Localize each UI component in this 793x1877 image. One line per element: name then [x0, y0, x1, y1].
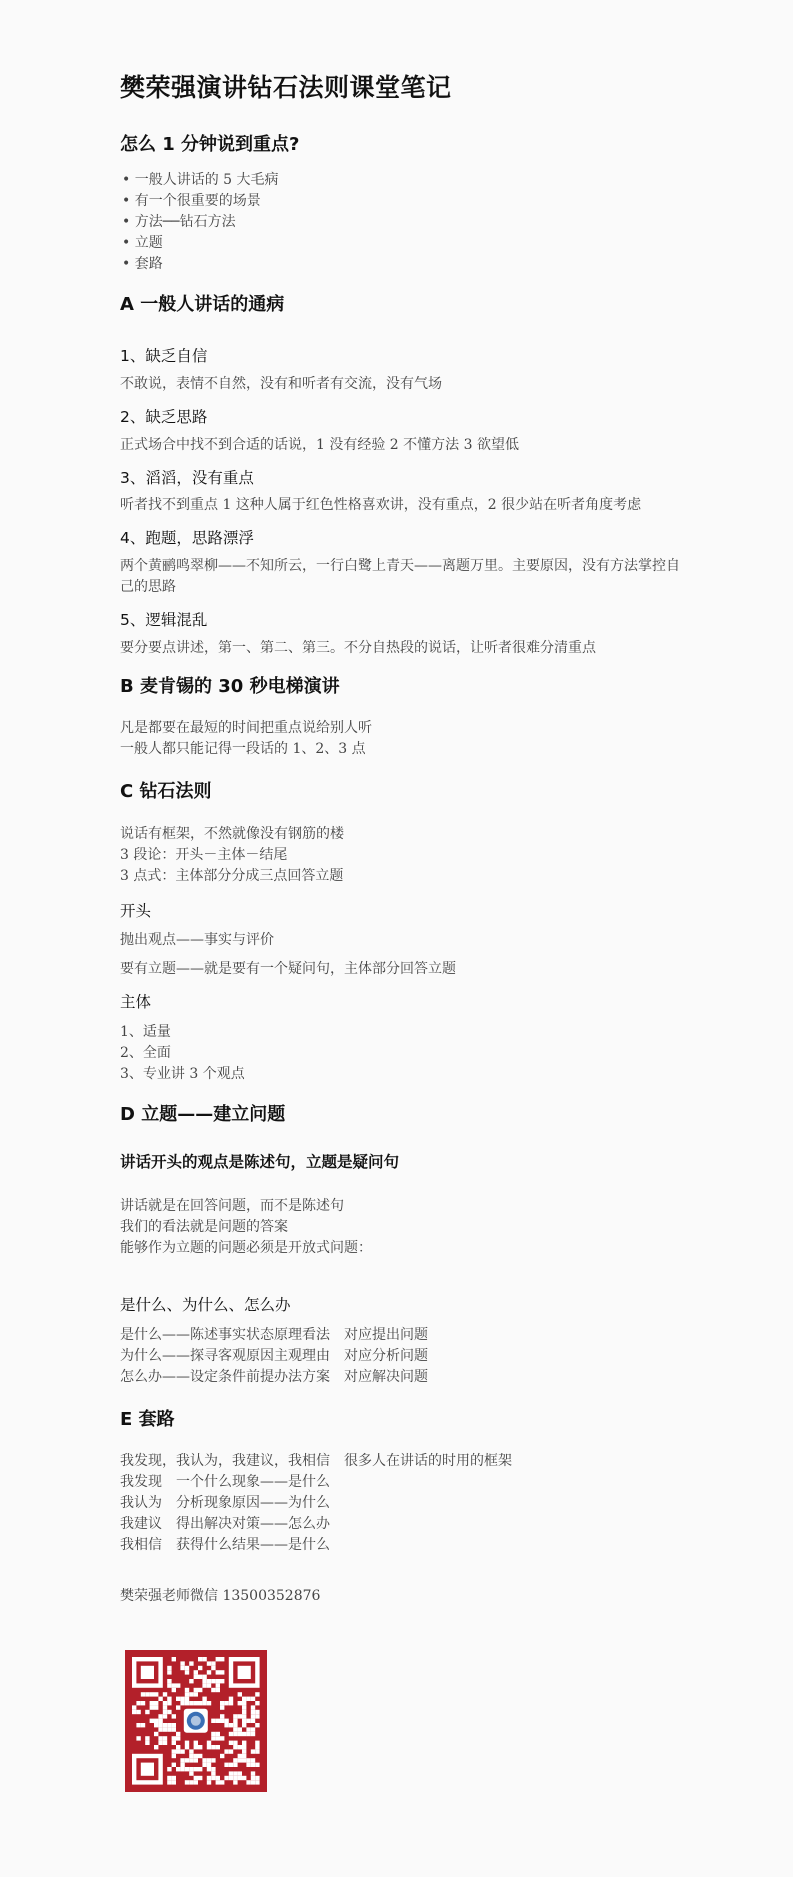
kaitou-line: 要有立题——就是要有一个疑问句，主体部分回答立题: [120, 961, 456, 978]
row-term: 我建议: [120, 1516, 162, 1533]
section-c-heading: C 钻石法则: [120, 781, 212, 803]
intro-bullet-list: [120, 170, 680, 275]
kaitou-heading: 开头: [120, 901, 152, 920]
section-e-row: [120, 1535, 680, 1556]
list-item: • 套路: [122, 254, 680, 275]
row-desc: 对应分析问题: [344, 1347, 428, 1364]
section-d-row: [120, 1367, 680, 1388]
zhuti-line: 1、适量: [120, 1023, 171, 1040]
row-desc: 一个什么现象——是什么: [176, 1474, 330, 1491]
wechat-qr-code-icon: [125, 1650, 267, 1792]
section-b-line: 一般人都只能记得一段话的 1、2、3 点: [120, 741, 366, 758]
section-d-line: 讲话就是在回答问题，而不是陈述句: [120, 1197, 344, 1214]
wechat-contact: 樊荣强老师微信 13500352876: [120, 1588, 321, 1605]
kaitou-line: 抛出观点——事实与评价: [120, 932, 274, 949]
row-term: 为什么——探寻客观原因主观理由: [120, 1347, 330, 1364]
section-a-item-text: 要分要点讲述，第一、第二、第三。不分自热段的说话，让听者很难分清重点: [120, 639, 596, 656]
section-d-row: [120, 1325, 680, 1346]
section-e-row: [120, 1514, 680, 1535]
article: [120, 72, 680, 1607]
row-term: 我相信: [120, 1537, 162, 1554]
page-title: 樊荣强演讲钻石法则课堂笔记: [120, 73, 452, 102]
section-d-subheading: 讲话开头的观点是陈述句，立题是疑问句: [120, 1153, 400, 1172]
section-a-item-title: 1、缺乏自信: [120, 347, 208, 366]
section-d-line: 能够作为立题的问题必须是开放式问题：: [120, 1239, 372, 1256]
section-a-item-text: 两个黄鹂鸣翠柳——不知所云，一行白鹭上青天——离题万里。主要原因，没有方法掌控自己的思路: [120, 558, 680, 596]
section-d-sub2: 是什么、为什么、怎么办: [120, 1295, 291, 1314]
row-term: 我发现: [120, 1474, 162, 1491]
section-c-line: 3 段论：开头－主体－结尾: [120, 846, 288, 863]
section-a-item-text: 听者找不到重点 1 这种人属于红色性格喜欢讲，没有重点，2 很少站在听者角度考虑: [120, 497, 642, 514]
row-term: 我发现，我认为，我建议，我相信: [120, 1453, 330, 1470]
section-c-line: 3 点式：主体部分分成三点回答立题: [120, 867, 344, 884]
row-term: 怎么办——设定条件前提办法方案: [120, 1368, 330, 1385]
section-c-line: 说话有框架，不然就像没有钢筋的楼: [120, 825, 344, 842]
intro-heading: 怎么 1 分钟说到重点?: [120, 133, 300, 155]
section-b-heading: B 麦肯锡的 30 秒电梯演讲: [120, 675, 340, 697]
list-item: • 立题: [122, 233, 680, 254]
section-a-item-title: 5、逻辑混乱: [120, 611, 208, 630]
section-a-item-title: 4、跑题，思路漂浮: [120, 529, 254, 548]
section-e-row: [120, 1493, 680, 1514]
section-a-item-text: 正式场合中找不到合适的话说，1 没有经验 2 不懂方法 3 欲望低: [120, 436, 519, 453]
section-e-row: [120, 1451, 680, 1472]
row-desc: 对应提出问题: [344, 1326, 428, 1343]
section-a-item-title: 3、滔滔，没有重点: [120, 468, 254, 487]
section-a-item-text: 不敢说，表情不自然，没有和听者有交流，没有气场: [120, 375, 442, 392]
section-a-item-title: 2、缺乏思路: [120, 407, 208, 426]
zhuti-heading: 主体: [120, 993, 152, 1012]
list-item: • 有一个很重要的场景: [122, 191, 680, 212]
list-item: • 方法──钻石方法: [122, 212, 680, 233]
row-desc: 得出解决对策——怎么办: [176, 1516, 330, 1533]
zhuti-line: 2、全面: [120, 1044, 171, 1061]
section-d-line: 我们的看法就是问题的答案: [120, 1218, 288, 1235]
list-item: • 一般人讲话的 5 大毛病: [122, 170, 680, 191]
row-term: 我认为: [120, 1495, 162, 1512]
zhuti-line: 3、专业讲 3 个观点: [120, 1065, 245, 1082]
row-desc: 对应解决问题: [344, 1368, 428, 1385]
section-d-row: [120, 1346, 680, 1367]
row-term: 是什么——陈述事实状态原理看法: [120, 1326, 330, 1343]
section-a-heading: A 一般人讲话的通病: [120, 293, 285, 315]
section-e-heading: E 套路: [120, 1408, 175, 1430]
section-d-heading: D 立题——建立问题: [120, 1103, 286, 1125]
row-desc: 很多人在讲话的时用的框架: [344, 1453, 512, 1470]
row-desc: 分析现象原因——为什么: [176, 1495, 330, 1512]
row-desc: 获得什么结果——是什么: [176, 1537, 330, 1554]
section-e-row: [120, 1472, 680, 1493]
section-b-line: 凡是都要在最短的时间把重点说给别人听: [120, 720, 372, 737]
